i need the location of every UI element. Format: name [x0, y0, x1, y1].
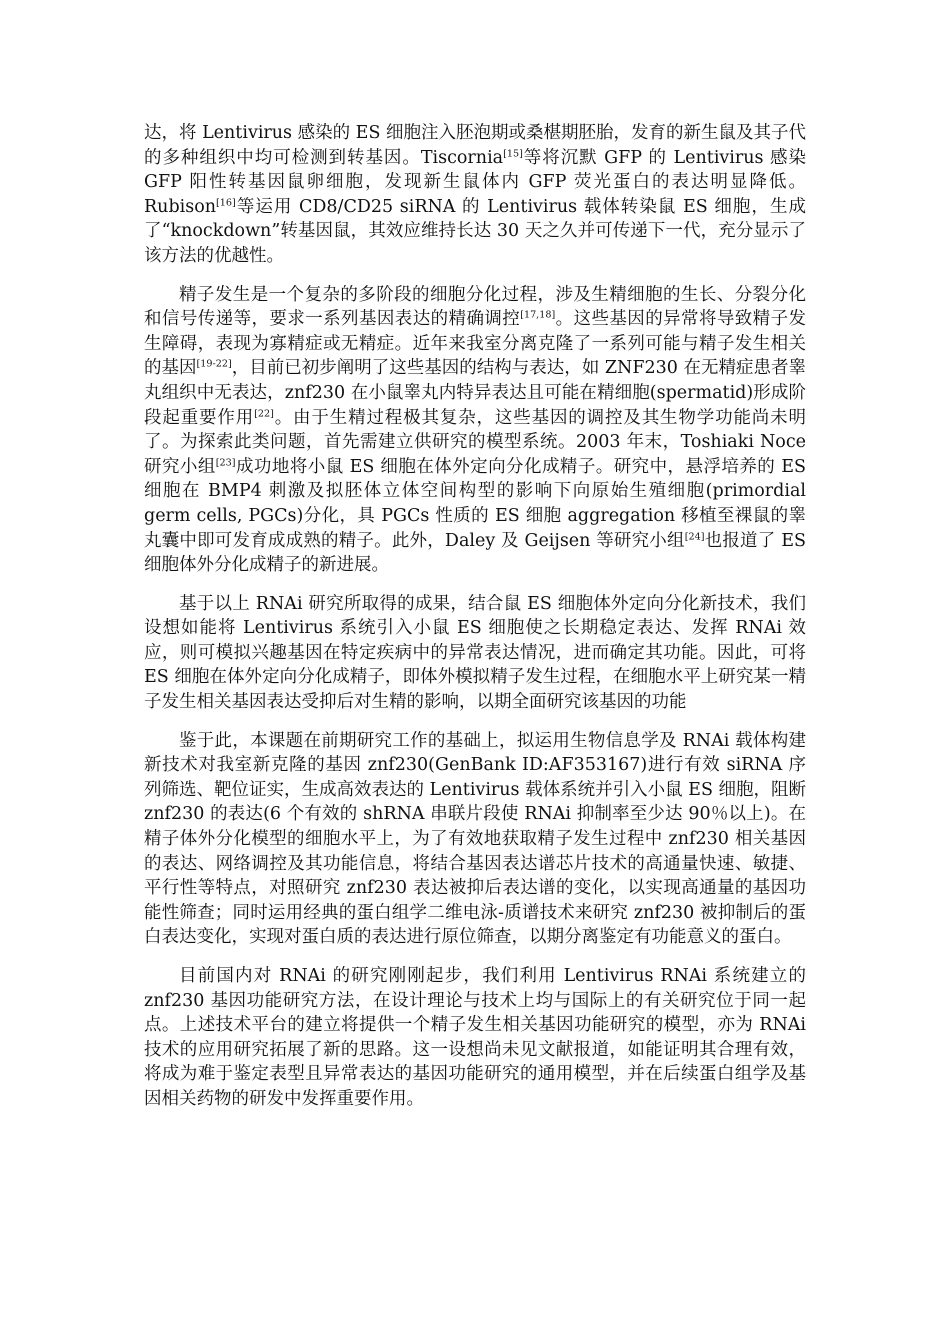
text-run: 鉴于此，本课题在前期研究工作的基础上，拟运用生物信息学及 RNAi 载体构建新技术对我室新克隆的基因 znf230(GenBank ID:AF353167)进行有效 siRNA 序列筛选、靶位证实，生成高效表达的 Lentivirus 载体系统并引入小鼠 ES 细胞，阻断 znf230 的表达(6 个有效的 shRNA 串联片段使 RNAi 抑制率至少达 90％以上)。在精子体外分化模型的细胞水平上，为了有效地获取精子发生过程中 znf230 相关基因的表达、网络调控及其功能信息，将结合基因表达谱芯片技术的高通量快速、敏捷、平行性等特点，对照研究 znf230 表达被抑后表达谱的变化，以实现高通量的基因功能性筛查；同时运用经典的蛋白组学二维电泳-质谱技术来研究 znf230 被抑制后的蛋白表达变化，实现对蛋白质的表达进行原位筛查，以期分离鉴定有功能意义的蛋白。: [144, 730, 806, 948]
citation-ref: [15]: [503, 147, 523, 159]
citation-ref: [23]: [215, 456, 236, 468]
citation-ref: [16]: [216, 197, 236, 209]
citation-ref: [24]: [684, 530, 705, 542]
text-run: 。这些基因的异常将导致精子发生障碍，表现为寡精症或无精症。近年来我室分离克隆了一系列可能与精子发生相关的基因: [144, 309, 807, 379]
paragraph-lentivirus-transgenic: [144, 121, 806, 269]
text-run: 精子发生是一个复杂的多阶段的细胞分化过程，涉及生精细胞的生长、分裂分化和信号传递等，要求一系列基因表达的精确调控: [144, 284, 806, 330]
text-run: 等运用 CD8/CD25 siRNA 的 Lentivirus 载体转染鼠 ES 细胞，生成了“knockdown”转基因鼠，其效应维持长达 30 天之久并可传递下一代，充分显示了该方法的优越性。: [144, 196, 806, 266]
text-run: 等将沉默 GFP 的 Lentivirus 感染 GFP 阳性转基因鼠卵细胞，发现新生鼠体内 GFP 荧光蛋白的表达明显降低。Rubison: [144, 147, 806, 217]
text-run: 达，将 Lentivirus 感染的 ES 细胞注入胚泡期或桑椹期胚胎，发育的新生鼠及其子代的多种组织中均可检测到转基因。Tiscornia: [144, 123, 806, 168]
paragraph-rnai-hypothesis: [144, 592, 806, 715]
text-run: 也报道了 ES 细胞体外分化成精子的新进展。: [144, 530, 806, 576]
paragraph-research-plan: [144, 729, 806, 950]
text-run: ，目前已初步阐明了这些基因的结构与表达，如 ZNF230 在无精症患者睾丸组织中无表达，znf230 在小鼠睾丸内特异表达且可能在精细胞(spermatid)形成阶段起重要作用: [144, 358, 807, 428]
text-run: 成功地将小鼠 ES 细胞在体外定向分化成精子。研究中，悬浮培养的 ES 细胞在 BMP4 刺激及拟胚体立体空间构型的影响下向原始生殖细胞(primordial germ cells, PGCs)分化，具 PGCs 性质的 ES 细胞 aggregation 移植至裸鼠的睾丸囊中即可发育成成熟的精子。此外，Daley 及 Geijsen 等研究小组: [144, 456, 807, 551]
citation-ref: [17,18]: [520, 309, 556, 321]
paragraph-significance: [144, 964, 806, 1112]
text-run: 目前国内对 RNAi 的研究刚刚起步，我们利用 Lentivirus RNAi 系统建立的 znf230 基因功能研究方法，在设计理论与技术上均与国际上的有关研究位于同一起点。上述技术平台的建立将提供一个精子发生相关基因功能研究的模型，亦为 RNAi 技术的应用研究拓展了新的思路。这一设想尚未见文献报道，如能证明其合理有效，将成为难于鉴定表型且异常表达的基因功能研究的通用模型，并在后续蛋白组学及基因相关药物的研发中发挥重要作用。: [144, 966, 806, 1109]
paragraph-spermatogenesis: [144, 283, 806, 578]
text-run: 。由于生精过程极其复杂，这些基因的调控及其生物学功能尚未明了。为探索此类问题，首先需建立供研究的模型系统。2003 年末，Toshiaki Noce 研究小组: [144, 407, 807, 477]
body-text: [144, 121, 806, 1126]
citation-ref: [19-22]: [196, 358, 232, 370]
citation-ref: [22]: [254, 407, 274, 419]
text-run: 基于以上 RNAi 研究所取得的成果，结合鼠 ES 细胞体外定向分化新技术，我们设想如能将 Lentivirus 系统引入小鼠 ES 细胞使之长期稳定表达、发挥 RNAi 效应，则可模拟兴趣基因在特定疾病中的异常表达情况，进而确定其功能。因此，可将 ES 细胞在体外定向分化成精子，即体外模拟精子发生过程，在细胞水平上研究某一精子发生相关基因表达受抑后对生精的影响，以期全面研究该基因的功能: [144, 593, 806, 713]
